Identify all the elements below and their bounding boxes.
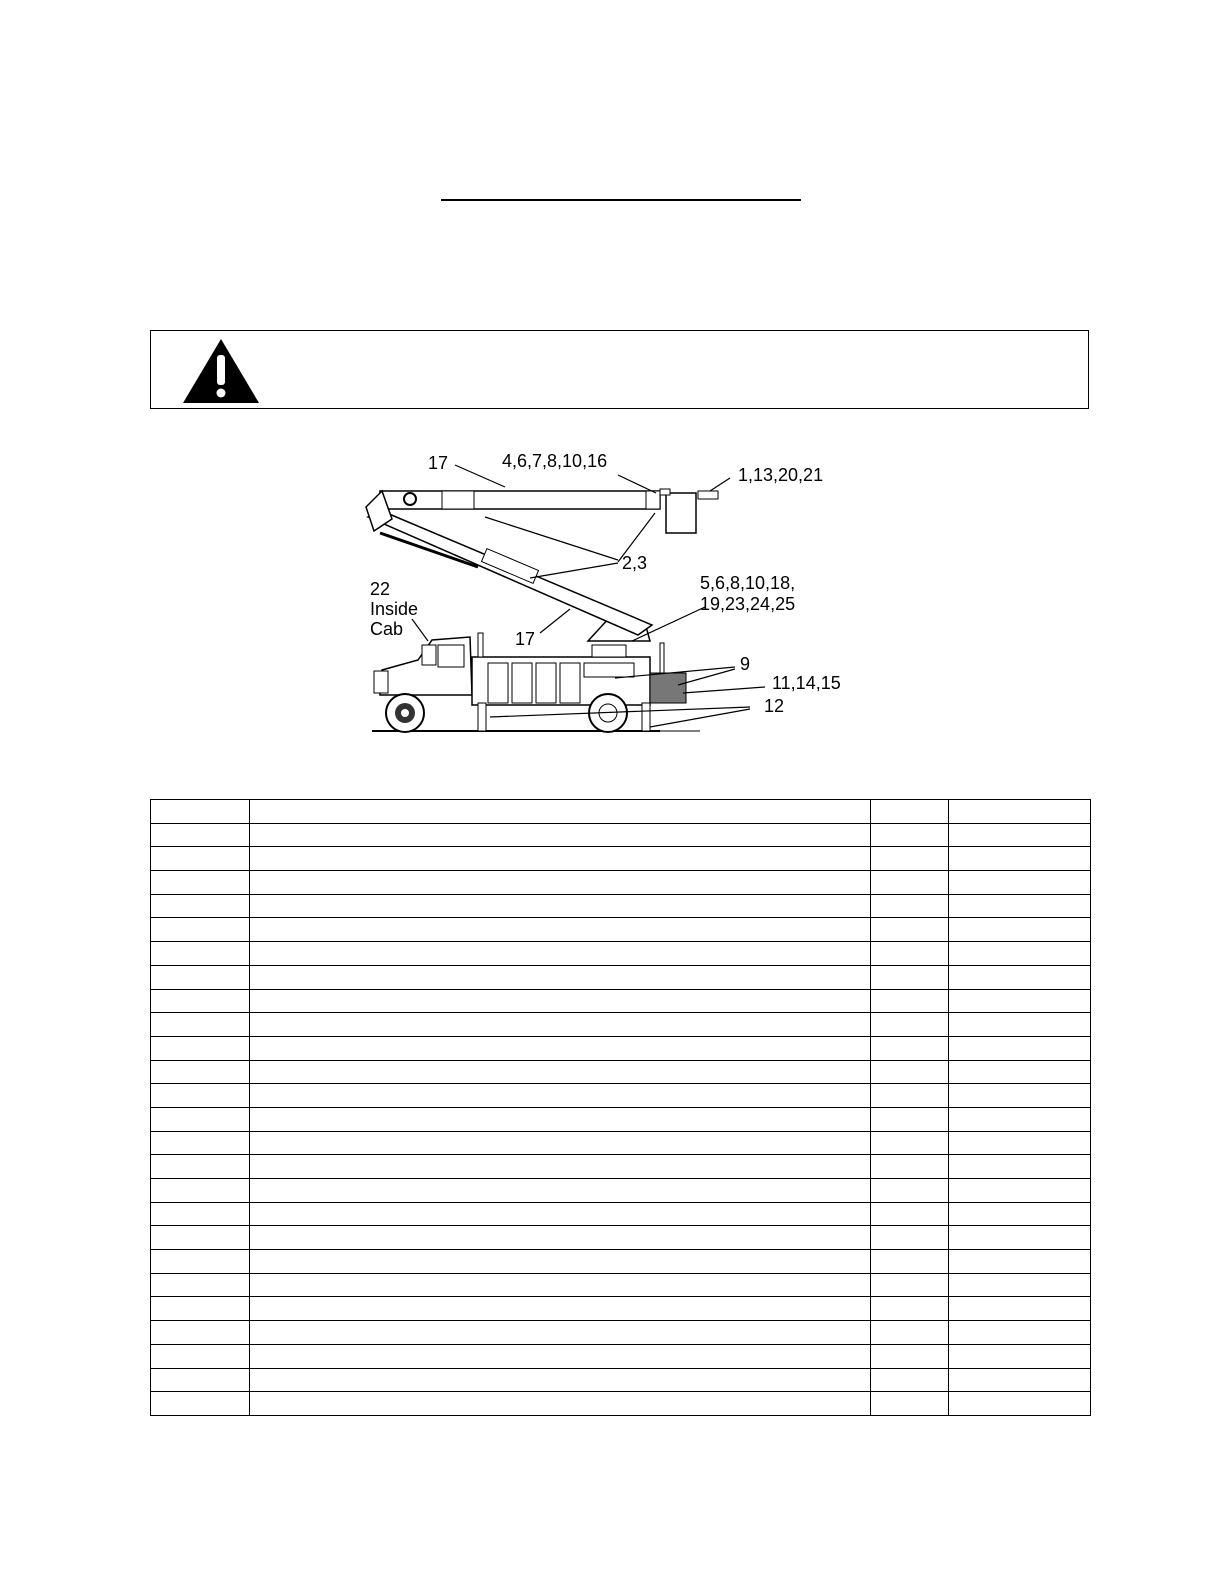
- table-cell: [871, 1036, 949, 1060]
- table-cell: [250, 800, 871, 824]
- table-row: [151, 847, 1091, 871]
- table-cell: [871, 1368, 949, 1392]
- table-row: [151, 1060, 1091, 1084]
- warning-triangle-icon: [181, 337, 261, 405]
- table-cell: [871, 1107, 949, 1131]
- callout-upper-boom-points: 4,6,7,8,10,16: [502, 451, 608, 471]
- table-row: [151, 989, 1091, 1013]
- table-cell: [871, 1202, 949, 1226]
- table-cell: [250, 918, 871, 942]
- table-cell: [151, 1107, 250, 1131]
- table-cell: [151, 942, 250, 966]
- table-row: [151, 1273, 1091, 1297]
- table-cell: [151, 894, 250, 918]
- table-row: [151, 1179, 1091, 1203]
- table-cell: [871, 1084, 949, 1108]
- table-cell: [250, 1131, 871, 1155]
- table-row: [151, 942, 1091, 966]
- table-row: [151, 1344, 1091, 1368]
- table-cell: [871, 918, 949, 942]
- table-row: [151, 1321, 1091, 1345]
- table-cell: [250, 1344, 871, 1368]
- table-row: [151, 871, 1091, 895]
- table-cell: [949, 894, 1091, 918]
- table-cell: [949, 1107, 1091, 1131]
- table-cell: [871, 1297, 949, 1321]
- table-cell: [871, 894, 949, 918]
- table-cell: [250, 1321, 871, 1345]
- table-cell: [871, 1060, 949, 1084]
- table-cell: [151, 965, 250, 989]
- table-cell: [151, 1344, 250, 1368]
- table-cell: [151, 800, 250, 824]
- bucket-truck-diagram: [360, 445, 860, 745]
- table-cell: [871, 1131, 949, 1155]
- table-cell: [151, 1084, 250, 1108]
- table-cell: [949, 1273, 1091, 1297]
- table-cell: [151, 1131, 250, 1155]
- table-cell: [250, 989, 871, 1013]
- table-cell: [151, 1036, 250, 1060]
- table-cell: [151, 1013, 250, 1037]
- table-cell: [949, 1084, 1091, 1108]
- table-cell: [949, 1344, 1091, 1368]
- inspection-table-body: [151, 800, 1091, 1416]
- table-cell: [871, 1013, 949, 1037]
- table-cell: [949, 847, 1091, 871]
- table-cell: [949, 1392, 1091, 1416]
- table-cell: [949, 1155, 1091, 1179]
- table-cell: [949, 918, 1091, 942]
- table-cell: [250, 1368, 871, 1392]
- table-row: [151, 1084, 1091, 1108]
- table-cell: [250, 1155, 871, 1179]
- table-row: [151, 918, 1091, 942]
- table-cell: [250, 1060, 871, 1084]
- table-cell: [151, 989, 250, 1013]
- table-cell: [151, 1155, 250, 1179]
- table-cell: [250, 1084, 871, 1108]
- table-cell: [949, 1060, 1091, 1084]
- table-cell: [151, 1226, 250, 1250]
- table-cell: [151, 1060, 250, 1084]
- callout-rear: 11,14,15: [772, 673, 841, 693]
- table-cell: [949, 942, 1091, 966]
- callout-platform-points: 1,13,20,21: [738, 465, 824, 485]
- table-cell: [250, 871, 871, 895]
- table-cell: [949, 1368, 1091, 1392]
- table-cell: [949, 1131, 1091, 1155]
- table-cell: [250, 965, 871, 989]
- table-row: [151, 1107, 1091, 1131]
- table-cell: [250, 1107, 871, 1131]
- callout-outriggers: 12: [764, 696, 785, 716]
- table-cell: [151, 1392, 250, 1416]
- table-cell: [949, 800, 1091, 824]
- table-row: [151, 1392, 1091, 1416]
- table-cell: [949, 871, 1091, 895]
- callout-cab-number: 22: [370, 579, 391, 599]
- table-cell: [949, 1013, 1091, 1037]
- table-row: [151, 894, 1091, 918]
- table-cell: [949, 1226, 1091, 1250]
- table-cell: [250, 1202, 871, 1226]
- table-cell: [871, 823, 949, 847]
- table-cell: [250, 1226, 871, 1250]
- table-cell: [871, 1179, 949, 1203]
- table-cell: [871, 942, 949, 966]
- callout-compartments: 9: [740, 654, 751, 674]
- callout-turntable-line2: 19,23,24,25: [700, 594, 796, 614]
- table-cell: [871, 1250, 949, 1274]
- table-cell: [250, 823, 871, 847]
- table-cell: [250, 847, 871, 871]
- table-cell: [151, 918, 250, 942]
- callout-turntable-line1: 5,6,8,10,18,: [700, 573, 796, 593]
- callout-boom-upper: 17: [428, 453, 449, 473]
- table-cell: [949, 1179, 1091, 1203]
- table-cell: [151, 1250, 250, 1274]
- table-cell: [949, 989, 1091, 1013]
- table-cell: [871, 847, 949, 871]
- table-cell: [151, 1179, 250, 1203]
- table-cell: [151, 847, 250, 871]
- callout-cab-line3: Cab: [370, 619, 404, 639]
- table-cell: [949, 1202, 1091, 1226]
- table-cell: [871, 1226, 949, 1250]
- table-cell: [871, 989, 949, 1013]
- table-cell: [871, 1155, 949, 1179]
- warning-box: [150, 330, 1089, 409]
- table-cell: [250, 1250, 871, 1274]
- table-cell: [871, 871, 949, 895]
- table-cell: [871, 1321, 949, 1345]
- table-cell: [250, 1179, 871, 1203]
- table-cell: [250, 942, 871, 966]
- table-row: [151, 1297, 1091, 1321]
- table-cell: [871, 1344, 949, 1368]
- table-cell: [151, 1202, 250, 1226]
- table-cell: [151, 871, 250, 895]
- table-row: [151, 1036, 1091, 1060]
- table-row: [151, 1368, 1091, 1392]
- table-cell: [250, 1392, 871, 1416]
- table-row: [151, 1155, 1091, 1179]
- table-cell: [151, 1368, 250, 1392]
- table-cell: [871, 1392, 949, 1416]
- callout-boom-lower: 17: [515, 629, 536, 649]
- table-cell: [949, 965, 1091, 989]
- table-row: [151, 1250, 1091, 1274]
- table-cell: [949, 1321, 1091, 1345]
- table-cell: [949, 1297, 1091, 1321]
- table-row: [151, 965, 1091, 989]
- table-row: [151, 800, 1091, 824]
- table-cell: [871, 800, 949, 824]
- table-cell: [871, 1273, 949, 1297]
- table-cell: [250, 1273, 871, 1297]
- table-cell: [250, 894, 871, 918]
- table-row: [151, 1202, 1091, 1226]
- table-cell: [151, 1273, 250, 1297]
- title-underline: [441, 199, 801, 201]
- callout-pins: 2,3: [622, 553, 648, 573]
- table-cell: [871, 965, 949, 989]
- table-cell: [151, 1321, 250, 1345]
- table-cell: [151, 823, 250, 847]
- table-row: [151, 823, 1091, 847]
- table-cell: [949, 1250, 1091, 1274]
- table-cell: [151, 1297, 250, 1321]
- table-cell: [949, 1036, 1091, 1060]
- table-row: [151, 1131, 1091, 1155]
- table-row: [151, 1226, 1091, 1250]
- table-cell: [949, 823, 1091, 847]
- table-cell: [250, 1036, 871, 1060]
- inspection-table: [150, 799, 1091, 1416]
- table-cell: [250, 1013, 871, 1037]
- table-row: [151, 1013, 1091, 1037]
- table-cell: [250, 1297, 871, 1321]
- callout-cab-line2: Inside: [370, 599, 419, 619]
